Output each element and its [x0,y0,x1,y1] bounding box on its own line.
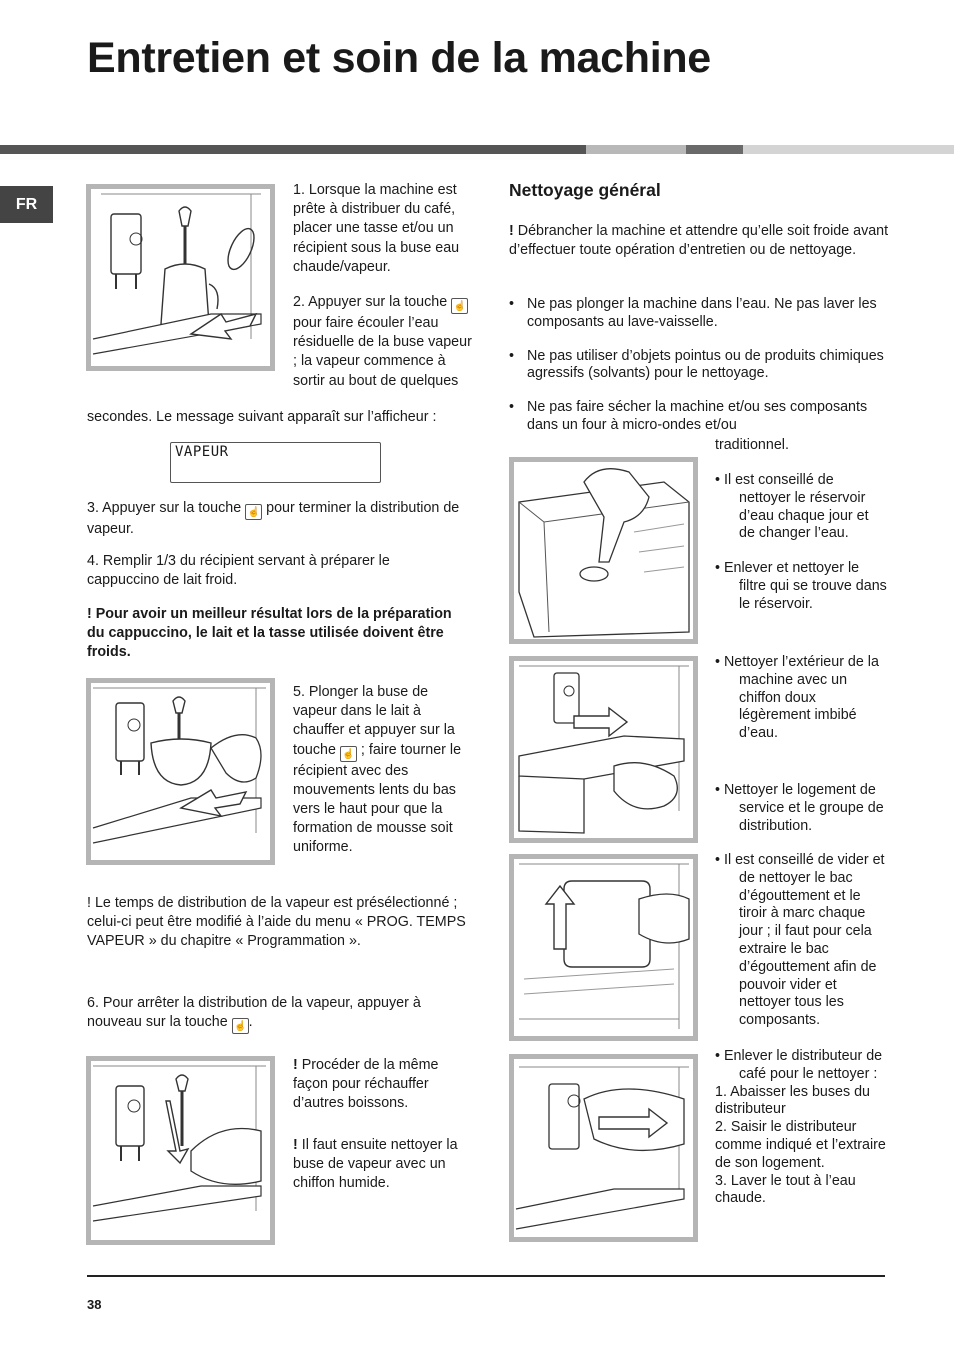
step2-c-text: secondes. Le message suivant apparaît sur l’afficheur : [87,409,437,425]
steam-key-icon: ☝ [451,298,468,314]
step3-text [87,499,472,539]
note-clean [293,1136,473,1194]
list-item: • Ne pas utiliser d’objets pointus ou de produits chimiques agressifs (solvants) pour le nettoyage. [509,348,889,384]
step5-a: 5. Plonger la buse de vapeur dans le lait à chauffer et appuyer sur la touche [293,684,455,758]
exterior-bullet-2: • Nettoyer le logement de service et le groupe de distribution. [715,781,884,834]
note-clean-mark: ! [293,1137,298,1153]
bullet3-tail: traditionnel. [715,437,789,453]
step2-a: 2. Appuyer sur la touche [293,294,448,310]
step5-text [293,683,473,858]
dispenser-step-2: 2. Saisir le distributeur comme indiqué et l’extraire de son logement. [715,1119,886,1171]
exterior-text [715,654,887,835]
steam-key-icon: ☝ [340,746,357,762]
note-reheat [293,1056,473,1114]
step6-b: . [248,1014,253,1031]
header-bar-light [743,145,954,154]
figure-water-tank [509,457,698,644]
figure-drip-tray [509,854,698,1041]
header-bar-dark [0,145,586,154]
step1: 1. Lorsque la machine est prête à distribuer du café, placer une tasse et/ou un récipient sous la buse eau chaude/vapeur. [293,182,460,275]
page-title: Entretien et soin de la machine [87,34,711,82]
figure-steam-milk [86,678,275,865]
tank-bullet-2: • Enlever et nettoyer le filtre qui se trouve dans le réservoir. [715,560,887,612]
steam-key-icon: ☝ [232,1018,249,1034]
drip-tray-bullet: • Il est conseillé de vider et de nettoyer le bac d’égouttement et le tiroir à marc chaque jour ; il faut pour cela extraire le bac d’égouttement afin de pouvoir vider et nettoyer tous les composants. [715,852,885,1029]
tank-text [715,472,887,614]
warning-unplug-mark: ! [509,223,514,239]
warning-unplug [509,222,889,260]
step2-b: pour faire écouler l’eau résiduelle de la buse vapeur ; la vapeur commence à sortir au bout de quelques [293,315,472,389]
note-reheat-text: Procéder de la même façon pour réchauffer d’autres boissons. [293,1057,439,1112]
figure-coffee-dispenser [509,1054,698,1242]
dispenser-step-3: 3. Laver le tout à l’eau chaude. [715,1172,856,1207]
step1-text [293,181,473,277]
steam-cup-illustration [91,189,270,366]
clean-exterior-illustration [514,661,693,838]
tank-bullet-1: • Il est conseillé de nettoyer le réservoir d’eau chaque jour et de changer l’eau. [715,472,869,542]
language-tab: FR [0,186,53,223]
dispenser-text [715,1048,887,1208]
figure-clean-exterior [509,656,698,843]
warning-unplug-text: Débrancher la machine et attendre qu’elle soit froide avant d’effectuer toute opération d’entretien ou de nettoyage. [509,223,889,259]
header-bar-mid [586,145,686,154]
coffee-dispenser-illustration [514,1059,693,1237]
step2-text [293,293,473,391]
steam-key-icon: ☝ [245,504,262,520]
page-number: 38 [87,1297,102,1312]
step6-text [87,994,472,1034]
list-item: • Ne pas faire sécher la machine et/ou ses composants dans un four à micro-ondes et/ou [509,399,889,435]
steam-milk-illustration [91,683,270,860]
note-reheat-mark: ! [293,1057,298,1073]
step5-b: ; faire tourner le récipient avec des mouvements lents du bas vers le haut pour que la formation de mousse soit uniforme. [293,741,462,856]
water-tank-illustration [514,462,693,639]
dispenser-bullet: • Enlever le distributeur de café pour le nettoyer : [715,1048,883,1082]
header-bar-dark2 [686,145,743,154]
machine-display: VAPEUR [170,442,381,483]
step4: 4. Remplir 1/3 du récipient servant à préparer le cappuccino de lait froid. [87,553,390,589]
footer-rule [87,1275,885,1277]
general-rules-list [509,296,889,435]
figure-clean-nozzle [86,1056,275,1245]
list-item: • Ne pas plonger la machine dans l’eau. Ne pas laver les composants au lave-vaisselle. [509,296,889,332]
step3-a: 3. Appuyer sur la touche [87,500,242,516]
step3-b: pour terminer la distribution de vapeur. [87,500,460,537]
drip-tray-illustration [514,859,693,1036]
note-clean-text: Il faut ensuite nettoyer la buse de vapeur avec un chiffon humide. [293,1137,458,1192]
drip-tray-text [715,852,887,1030]
warning-cold-milk: ! Pour avoir un meilleur résultat lors de la préparation du cappuccino, le lait et la tasse utilisée doivent être froids. [87,606,452,661]
exterior-bullet-1: • Nettoyer l’extérieur de la machine avec un chiffon doux légèrement imbibé d’eau. [715,654,879,742]
dispenser-step-1: 1. Abaisser les buses du distributeur [715,1083,870,1118]
figure-steam-cup [86,184,275,371]
section-heading: Nettoyage général [509,180,661,200]
clean-nozzle-illustration [91,1061,270,1240]
step6-a: 6. Pour arrêter la distribution de la vapeur, appuyer à nouveau sur la touche [87,995,421,1031]
note-steam-time: ! Le temps de distribution de la vapeur est présélectionné ; celui-ci peut être modifié à l’aide du menu « PROG. TEMPS VAPEUR » du chapitre « Programmation ». [87,895,466,950]
